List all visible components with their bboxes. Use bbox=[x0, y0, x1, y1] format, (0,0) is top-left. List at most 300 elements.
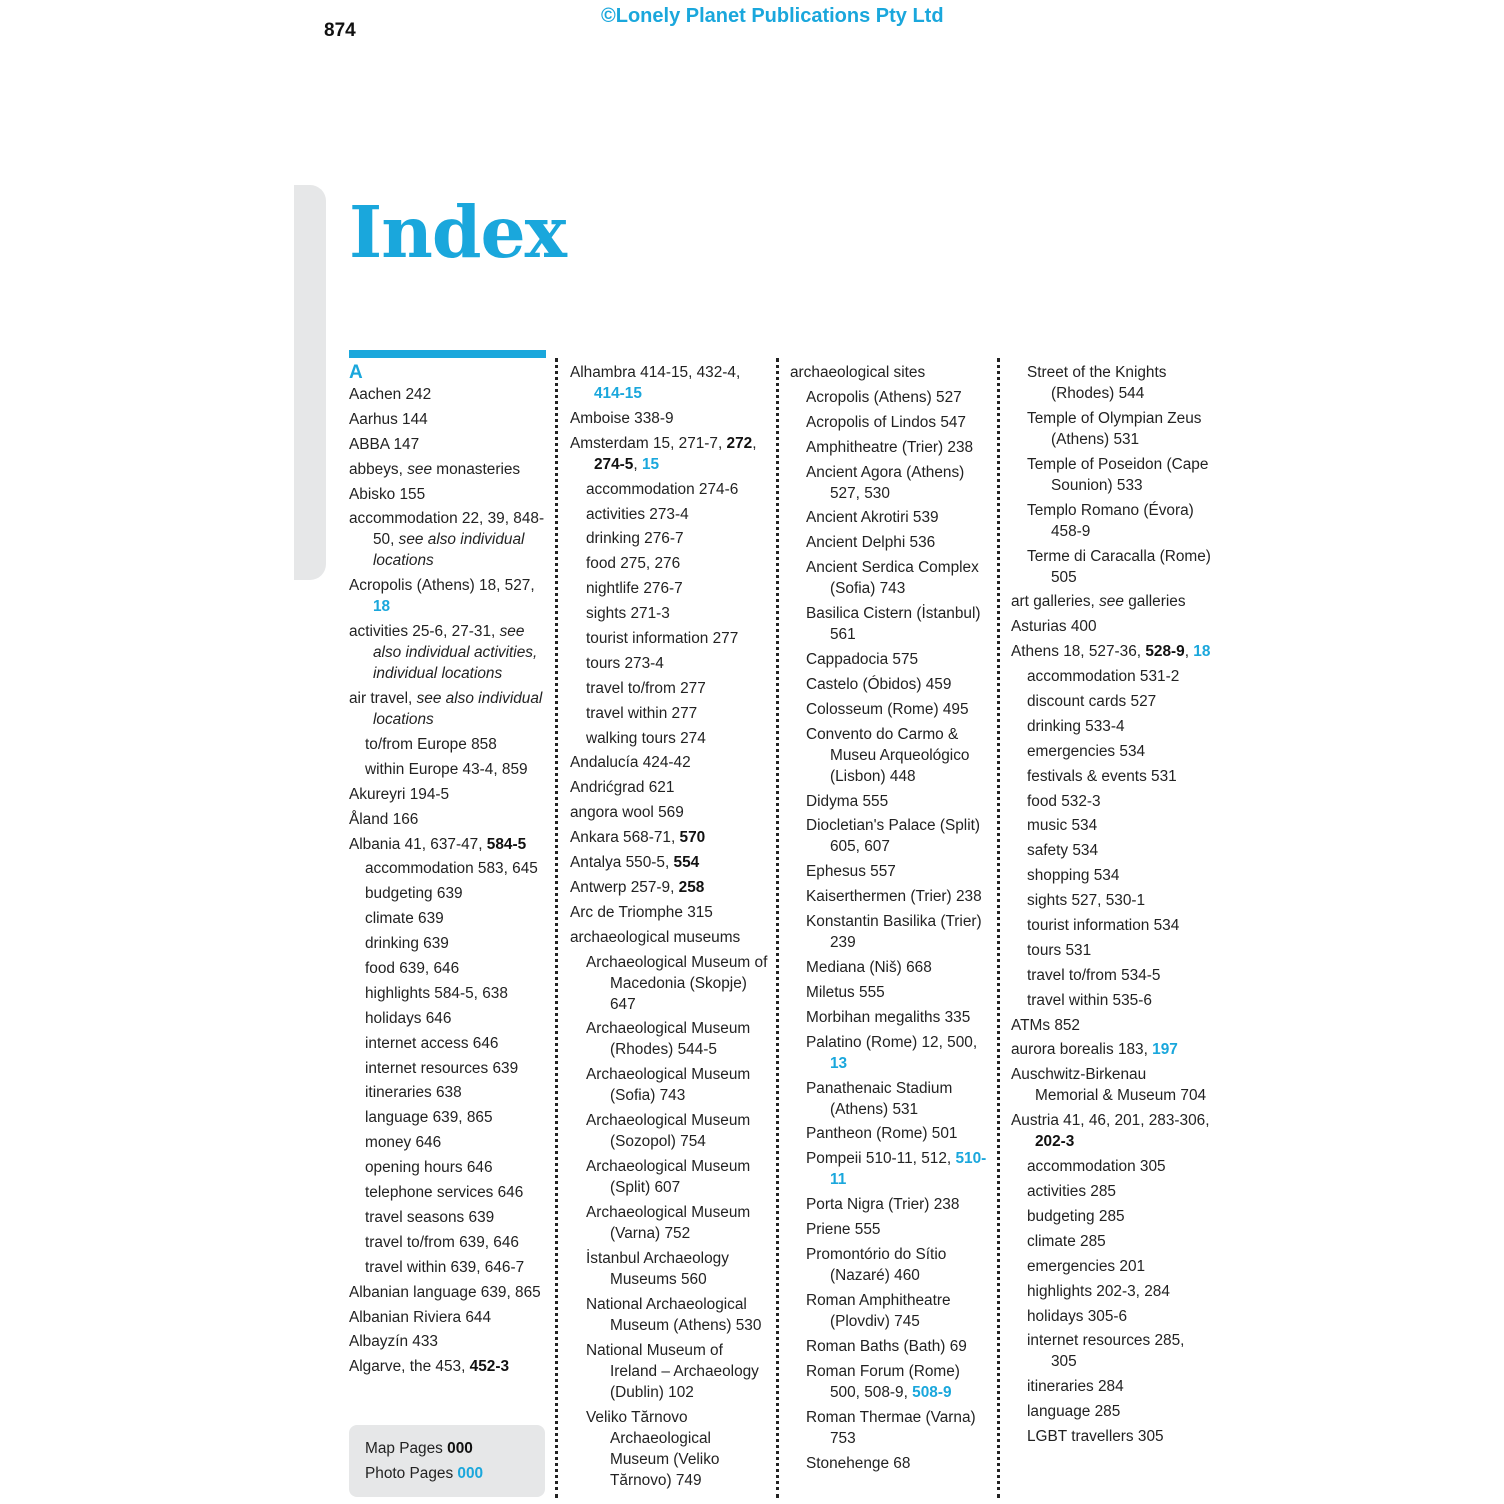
entry-text: internet resources 285, 305 bbox=[1027, 1332, 1185, 1371]
entry-text: Kaiserthermen (Trier) 238 bbox=[806, 888, 982, 906]
index-subentry bbox=[349, 1132, 546, 1153]
column-divider bbox=[555, 358, 558, 1498]
index-entry bbox=[349, 575, 546, 617]
index-subentry bbox=[790, 649, 990, 670]
index-subentry bbox=[790, 674, 990, 695]
index-entry bbox=[570, 852, 770, 873]
index-subentry bbox=[790, 1453, 990, 1474]
index-subentry bbox=[349, 759, 546, 780]
entry-text: aurora borealis 183, bbox=[1011, 1041, 1153, 1059]
entry-text: Andrićgrad 621 bbox=[570, 779, 675, 797]
entry-text: Archaeological Museum of Macedonia (Skopje) 647 bbox=[586, 953, 768, 1013]
index-subentry bbox=[1011, 1256, 1211, 1277]
entry-text: drinking 533-4 bbox=[1027, 717, 1125, 735]
cross-reference: see also individual locations bbox=[373, 531, 525, 570]
entry-text: tours 273-4 bbox=[586, 654, 664, 672]
index-subentry bbox=[790, 791, 990, 812]
column-divider bbox=[776, 358, 779, 1498]
index-entry bbox=[349, 459, 546, 480]
index-subentry bbox=[570, 1202, 770, 1244]
entry-text: safety 534 bbox=[1027, 842, 1099, 860]
index-entry bbox=[349, 434, 546, 455]
index-subentry bbox=[790, 1148, 990, 1190]
index-subentry bbox=[349, 933, 546, 954]
entry-text: , bbox=[1184, 643, 1194, 661]
index-subentry bbox=[570, 678, 770, 699]
entry-text: telephone services 646 bbox=[365, 1184, 524, 1202]
index-entry bbox=[349, 621, 546, 684]
entry-text: Temple of Olympian Zeus (Athens) 531 bbox=[1027, 409, 1202, 448]
entry-text: air travel, bbox=[349, 690, 417, 708]
entry-text: festivals & events 531 bbox=[1027, 767, 1177, 785]
entry-text: within Europe 43-4, 859 bbox=[365, 760, 528, 778]
entry-text: accommodation 22, 39, 848-50, bbox=[349, 510, 545, 549]
entry-text: Convento do Carmo & Museu Arqueológico (Lisbon) 448 bbox=[806, 725, 970, 785]
entry-text: Antalya 550-5, bbox=[570, 854, 674, 872]
index-subentry bbox=[1011, 546, 1211, 588]
index-subentry bbox=[790, 1361, 990, 1403]
index-entry bbox=[570, 902, 770, 923]
index-entry bbox=[349, 1356, 546, 1377]
entry-text: internet resources 639 bbox=[365, 1059, 519, 1077]
entry-text: Ankara 568-71, bbox=[570, 829, 680, 847]
index-entry bbox=[349, 409, 546, 430]
index-entry bbox=[349, 1307, 546, 1328]
entry-text: Ephesus 557 bbox=[806, 863, 896, 881]
entry-text: drinking 276-7 bbox=[586, 530, 684, 548]
index-subentry bbox=[570, 479, 770, 500]
index-subentry bbox=[1011, 890, 1211, 911]
entry-text: Promontório do Sítio (Nazaré) 460 bbox=[806, 1246, 947, 1285]
entry-text: Alhambra 414-15, 432-4, bbox=[570, 364, 741, 381]
entry-text: National Archaeological Museum (Athens) 530 bbox=[586, 1295, 762, 1334]
index-subentry bbox=[349, 1207, 546, 1228]
page-title: Index bbox=[349, 190, 566, 274]
entry-text: Ancient Delphi 536 bbox=[806, 534, 936, 552]
index-entry bbox=[1011, 1015, 1211, 1036]
index-subentry bbox=[349, 983, 546, 1004]
index-entry bbox=[349, 784, 546, 805]
chapter-side-tab bbox=[294, 185, 326, 580]
entry-text: Priene 555 bbox=[806, 1221, 881, 1239]
legend-map-label: Map Pages bbox=[365, 1440, 443, 1457]
entry-text: galleries bbox=[1123, 593, 1186, 611]
entry-text: budgeting 285 bbox=[1027, 1207, 1125, 1225]
map-page-ref: 274-5 bbox=[594, 455, 634, 473]
photo-page-ref: 197 bbox=[1152, 1041, 1178, 1059]
index-subentry bbox=[570, 952, 770, 1015]
index-subentry bbox=[570, 1340, 770, 1403]
entry-text: walking tours 274 bbox=[586, 729, 706, 747]
map-page-ref: 272 bbox=[726, 434, 753, 452]
index-subentry bbox=[349, 908, 546, 929]
photo-page-ref: 414-15 bbox=[594, 385, 642, 402]
entry-text: travel within 277 bbox=[586, 704, 698, 722]
entry-text: food 532-3 bbox=[1027, 792, 1101, 810]
entry-text: art galleries, bbox=[1011, 593, 1100, 611]
index-subentry bbox=[1011, 1306, 1211, 1327]
cross-reference: see bbox=[1099, 593, 1124, 611]
entry-text: accommodation 274-6 bbox=[586, 480, 739, 498]
index-subentry bbox=[570, 728, 770, 749]
entry-text: Acropolis (Athens) 527 bbox=[806, 388, 962, 406]
entry-text: Colosseum (Rome) 495 bbox=[806, 700, 969, 718]
index-subentry bbox=[1011, 766, 1211, 787]
entry-text: to/from Europe 858 bbox=[365, 736, 497, 754]
index-entry bbox=[1011, 1110, 1211, 1152]
entry-text: Asturias 400 bbox=[1011, 618, 1097, 636]
entry-text: Morbihan megaliths 335 bbox=[806, 1008, 971, 1026]
entry-text: travel to/from 639, 646 bbox=[365, 1233, 519, 1251]
legend-map-pages bbox=[349, 1436, 545, 1461]
entry-text: Stonehenge 68 bbox=[806, 1454, 911, 1472]
legend-map-value: 000 bbox=[447, 1440, 473, 1457]
index-subentry bbox=[1011, 408, 1211, 450]
index-subentry bbox=[570, 1018, 770, 1060]
entry-text: , bbox=[752, 434, 757, 452]
index-entry bbox=[1011, 641, 1211, 662]
entry-text: opening hours 646 bbox=[365, 1159, 493, 1177]
entry-text: monasteries bbox=[432, 460, 521, 478]
entry-text: Archaeological Museum (Rhodes) 544-5 bbox=[586, 1020, 751, 1059]
index-subentry bbox=[570, 553, 770, 574]
entry-text: Albanian language 639, 865 bbox=[349, 1283, 541, 1301]
entry-text: activities 273-4 bbox=[586, 505, 689, 523]
index-entry bbox=[349, 484, 546, 505]
index-subentry bbox=[349, 883, 546, 904]
cross-reference: see also individual locations bbox=[373, 690, 543, 729]
index-entry bbox=[349, 1331, 546, 1352]
entry-text: Diocletian's Palace (Split) 605, 607 bbox=[806, 817, 981, 856]
index-entry bbox=[570, 362, 770, 404]
section-letter: A bbox=[349, 362, 363, 383]
entry-text: emergencies 201 bbox=[1027, 1257, 1146, 1275]
index-subentry bbox=[349, 1232, 546, 1253]
legend-photo-value: 000 bbox=[457, 1465, 484, 1482]
entry-text: Acropolis (Athens) 18, 527, bbox=[349, 577, 535, 595]
index-entry bbox=[570, 752, 770, 773]
index-subentry bbox=[349, 734, 546, 755]
index-subentry bbox=[790, 1244, 990, 1286]
entry-text: food 275, 276 bbox=[586, 555, 681, 573]
index-subentry bbox=[1011, 666, 1211, 687]
entry-text: ABBA 147 bbox=[349, 435, 420, 453]
index-subentry bbox=[790, 1219, 990, 1240]
index-subentry bbox=[790, 911, 990, 953]
index-subentry bbox=[790, 462, 990, 504]
column-divider bbox=[997, 358, 1000, 1498]
entry-text: sights 271-3 bbox=[586, 605, 670, 623]
index-subentry bbox=[1011, 741, 1211, 762]
entry-text: Roman Thermae (Varna) 753 bbox=[806, 1408, 976, 1447]
entry-text: discount cards 527 bbox=[1027, 693, 1157, 711]
entry-text: Panathenaic Stadium (Athens) 531 bbox=[806, 1079, 953, 1118]
entry-text: abbeys, bbox=[349, 460, 408, 478]
index-subentry bbox=[1011, 1281, 1211, 1302]
index-entry bbox=[570, 433, 770, 475]
entry-text: activities 25-6, 27-31, bbox=[349, 623, 500, 641]
entry-text: accommodation 531-2 bbox=[1027, 668, 1180, 686]
map-page-ref: 570 bbox=[679, 829, 706, 847]
entry-text: accommodation 583, 645 bbox=[365, 860, 538, 878]
index-subentry bbox=[790, 387, 990, 408]
index-subentry bbox=[790, 957, 990, 978]
index-entry bbox=[349, 384, 546, 405]
index-subentry bbox=[790, 861, 990, 882]
entry-text: tours 531 bbox=[1027, 941, 1092, 959]
entry-text: Abisko 155 bbox=[349, 485, 426, 503]
index-entry bbox=[570, 802, 770, 823]
entry-text: Templo Romano (Évora) 458-9 bbox=[1027, 501, 1194, 540]
entry-text: money 646 bbox=[365, 1134, 442, 1152]
cross-reference: see also individual activities, individual locations bbox=[373, 623, 538, 683]
entry-text: nightlife 276-7 bbox=[586, 580, 683, 598]
entry-text: holidays 646 bbox=[365, 1009, 452, 1027]
index-subentry bbox=[349, 858, 546, 879]
map-page-ref: 258 bbox=[678, 878, 705, 896]
entry-text: Archaeological Museum (Sofia) 743 bbox=[586, 1066, 751, 1105]
index-subentry bbox=[349, 1107, 546, 1128]
index-subentry bbox=[349, 1257, 546, 1278]
entry-text: Austria 41, 46, 201, 283-306, bbox=[1011, 1112, 1210, 1130]
index-subentry bbox=[570, 1248, 770, 1290]
entry-text: Roman Amphitheatre (Plovdiv) 745 bbox=[806, 1291, 951, 1330]
index-entry bbox=[790, 362, 990, 383]
entry-text: highlights 584-5, 638 bbox=[365, 984, 508, 1002]
index-subentry bbox=[790, 603, 990, 645]
index-entry bbox=[349, 834, 546, 855]
index-subentry bbox=[1011, 500, 1211, 542]
photo-page-ref: 508-9 bbox=[912, 1383, 952, 1401]
index-entry bbox=[570, 877, 770, 898]
index-entry bbox=[1011, 616, 1211, 637]
entry-text: travel to/from 534-5 bbox=[1027, 966, 1161, 984]
entry-text: tourist information 277 bbox=[586, 630, 739, 648]
entry-text: Pompeii 510-11, 512, bbox=[806, 1150, 956, 1168]
entry-text: travel to/from 277 bbox=[586, 679, 706, 697]
entry-text: Mediana (Niš) 668 bbox=[806, 959, 932, 977]
index-subentry bbox=[790, 532, 990, 553]
index-subentry bbox=[1011, 362, 1211, 404]
index-subentry bbox=[790, 1007, 990, 1028]
index-subentry bbox=[1011, 716, 1211, 737]
index-subentry bbox=[1011, 940, 1211, 961]
copyright-notice: ©Lonely Planet Publications Pty Ltd bbox=[601, 5, 944, 27]
entry-text: Archaeological Museum (Split) 607 bbox=[586, 1158, 751, 1197]
index-subentry bbox=[570, 1156, 770, 1198]
index-subentry bbox=[790, 699, 990, 720]
entry-text: sights 527, 530-1 bbox=[1027, 892, 1146, 910]
entry-text: LGBT travellers 305 bbox=[1027, 1428, 1164, 1446]
index-subentry bbox=[1011, 865, 1211, 886]
entry-text: Archaeological Museum (Varna) 752 bbox=[586, 1204, 751, 1243]
entry-text: emergencies 534 bbox=[1027, 742, 1146, 760]
index-entry bbox=[1011, 591, 1211, 612]
index-subentry bbox=[570, 528, 770, 549]
entry-text: Street of the Knights (Rhodes) 544 bbox=[1027, 364, 1167, 402]
index-subentry bbox=[1011, 1181, 1211, 1202]
section-accent-bar bbox=[349, 350, 546, 358]
index-subentry bbox=[349, 1182, 546, 1203]
entry-text: music 534 bbox=[1027, 817, 1098, 835]
map-page-ref: 202-3 bbox=[1035, 1133, 1075, 1151]
index-subentry bbox=[349, 1008, 546, 1029]
entry-text: highlights 202-3, 284 bbox=[1027, 1282, 1170, 1300]
entry-text: Pantheon (Rome) 501 bbox=[806, 1125, 958, 1143]
entry-text: Amboise 338-9 bbox=[570, 409, 674, 427]
index-subentry bbox=[790, 1290, 990, 1332]
index-subentry bbox=[790, 507, 990, 528]
entry-text: Arc de Triomphe 315 bbox=[570, 903, 713, 921]
page-number: 874 bbox=[324, 20, 356, 41]
entry-text: ATMs 852 bbox=[1011, 1016, 1080, 1034]
entry-text: Cappadocia 575 bbox=[806, 651, 919, 669]
entry-text: Akureyri 194-5 bbox=[349, 785, 450, 803]
index-subentry bbox=[570, 703, 770, 724]
entry-text: Terme di Caracalla (Rome) 505 bbox=[1027, 547, 1211, 586]
index-subentry bbox=[790, 1032, 990, 1074]
entry-text: Ancient Serdica Complex (Sofia) 743 bbox=[806, 559, 979, 598]
index-subentry bbox=[790, 886, 990, 907]
entry-text: travel seasons 639 bbox=[365, 1208, 495, 1226]
index-subentry bbox=[349, 1082, 546, 1103]
index-subentry bbox=[1011, 1330, 1211, 1372]
entry-text: food 639, 646 bbox=[365, 960, 460, 978]
index-subentry bbox=[570, 1407, 770, 1491]
index-subentry bbox=[790, 1123, 990, 1144]
map-page-ref: 584-5 bbox=[486, 835, 527, 853]
entry-text: budgeting 639 bbox=[365, 885, 463, 903]
index-entry bbox=[349, 1282, 546, 1303]
index-subentry bbox=[349, 958, 546, 979]
entry-text: internet access 646 bbox=[365, 1034, 499, 1052]
entry-text: archaeological museums bbox=[570, 928, 741, 946]
index-subentry bbox=[570, 504, 770, 525]
entry-text: Albania 41, 637-47, bbox=[349, 835, 487, 853]
photo-page-ref: 13 bbox=[830, 1054, 848, 1072]
photo-page-ref: 15 bbox=[641, 455, 660, 473]
entry-text: language 285 bbox=[1027, 1403, 1121, 1421]
entry-text: Åland 166 bbox=[349, 810, 419, 828]
index-subentry bbox=[570, 603, 770, 624]
index-subentry bbox=[1011, 1156, 1211, 1177]
index-subentry bbox=[1011, 915, 1211, 936]
entry-text: National Museum of Ireland – Archaeology (Dublin) 102 bbox=[586, 1341, 759, 1401]
index-entry bbox=[570, 408, 770, 429]
entry-text: climate 285 bbox=[1027, 1232, 1106, 1250]
entry-text: Veliko Tărnovo Archaeological Museum (Veliko Tărnovo) 749 bbox=[586, 1408, 720, 1489]
index-subentry bbox=[790, 1078, 990, 1120]
page-type-legend bbox=[349, 1425, 545, 1497]
index-subentry bbox=[790, 815, 990, 857]
entry-text: Castelo (Óbidos) 459 bbox=[806, 675, 952, 693]
index-subentry bbox=[570, 628, 770, 649]
entry-text: Palatino (Rome) 12, 500, bbox=[806, 1033, 978, 1051]
entry-text: activities 285 bbox=[1027, 1183, 1116, 1201]
index-subentry bbox=[570, 653, 770, 674]
index-subentry bbox=[349, 1157, 546, 1178]
index-subentry bbox=[1011, 691, 1211, 712]
index-subentry bbox=[1011, 965, 1211, 986]
entry-text: Basilica Cistern (İstanbul) 561 bbox=[806, 605, 981, 644]
cross-reference: see bbox=[407, 460, 433, 478]
entry-text: holidays 305-6 bbox=[1027, 1307, 1128, 1325]
entry-text: language 639, 865 bbox=[365, 1109, 493, 1127]
index-subentry bbox=[1011, 1401, 1211, 1422]
index-subentry bbox=[1011, 1426, 1211, 1447]
index-subentry bbox=[1011, 840, 1211, 861]
index-entry bbox=[349, 809, 546, 830]
entry-text: Amsterdam 15, 271-7, bbox=[570, 434, 727, 452]
entry-text: climate 639 bbox=[365, 910, 444, 928]
map-page-ref: 452-3 bbox=[469, 1358, 510, 1376]
index-column-3 bbox=[790, 362, 990, 1477]
entry-text: accommodation 305 bbox=[1027, 1158, 1166, 1176]
entry-text: archaeological sites bbox=[790, 364, 926, 381]
index-subentry bbox=[790, 724, 990, 787]
index-subentry bbox=[790, 982, 990, 1003]
entry-text: Albayzín 433 bbox=[349, 1333, 438, 1351]
index-subentry bbox=[790, 437, 990, 458]
entry-text: Aarhus 144 bbox=[349, 410, 428, 428]
entry-text: shopping 534 bbox=[1027, 867, 1120, 885]
entry-text: Auschwitz-Birkenau Memorial & Museum 704 bbox=[1011, 1066, 1207, 1105]
index-subentry bbox=[1011, 1231, 1211, 1252]
index-column-4 bbox=[1011, 362, 1211, 1451]
entry-text: Antwerp 257-9, bbox=[570, 878, 679, 896]
index-entry bbox=[1011, 1064, 1211, 1106]
index-entry bbox=[349, 508, 546, 571]
index-subentry bbox=[570, 1110, 770, 1152]
index-column-2 bbox=[570, 362, 770, 1495]
index-subentry bbox=[790, 1407, 990, 1449]
index-subentry bbox=[1011, 1376, 1211, 1397]
index-column-1 bbox=[349, 362, 546, 1381]
photo-page-ref: 510-11 bbox=[830, 1150, 987, 1189]
index-subentry bbox=[790, 557, 990, 599]
index-subentry bbox=[1011, 791, 1211, 812]
index-entry bbox=[1011, 1039, 1211, 1060]
index-subentry bbox=[1011, 990, 1211, 1011]
entry-text: travel within 639, 646-7 bbox=[365, 1258, 525, 1276]
index-subentry bbox=[1011, 815, 1211, 836]
entry-text: Konstantin Basilika (Trier) 239 bbox=[806, 913, 982, 952]
index-subentry bbox=[570, 1064, 770, 1106]
entry-text: İstanbul Archaeology Museums 560 bbox=[586, 1249, 729, 1288]
entry-text: travel within 535-6 bbox=[1027, 991, 1152, 1009]
index-subentry bbox=[570, 578, 770, 599]
index-subentry bbox=[790, 1336, 990, 1357]
legend-photo-pages bbox=[349, 1461, 545, 1486]
index-subentry bbox=[349, 1033, 546, 1054]
index-subentry bbox=[1011, 454, 1211, 496]
entry-text: Roman Baths (Bath) 69 bbox=[806, 1337, 967, 1355]
entry-text: Archaeological Museum (Sozopol) 754 bbox=[586, 1112, 751, 1151]
entry-text: Andalucía 424-42 bbox=[570, 754, 691, 772]
index-subentry bbox=[570, 1294, 770, 1336]
index-entry bbox=[349, 688, 546, 730]
entry-text: Albanian Riviera 644 bbox=[349, 1308, 492, 1326]
entry-text: Miletus 555 bbox=[806, 983, 885, 1001]
entry-text: Acropolis of Lindos 547 bbox=[806, 413, 966, 431]
entry-text: Porta Nigra (Trier) 238 bbox=[806, 1196, 960, 1214]
index-subentry bbox=[790, 1194, 990, 1215]
entry-text: Aachen 242 bbox=[349, 386, 432, 403]
index-entry bbox=[570, 927, 770, 948]
index-subentry bbox=[1011, 1206, 1211, 1227]
photo-page-ref: 18 bbox=[1193, 643, 1211, 661]
legend-photo-label: Photo Pages bbox=[365, 1465, 454, 1482]
